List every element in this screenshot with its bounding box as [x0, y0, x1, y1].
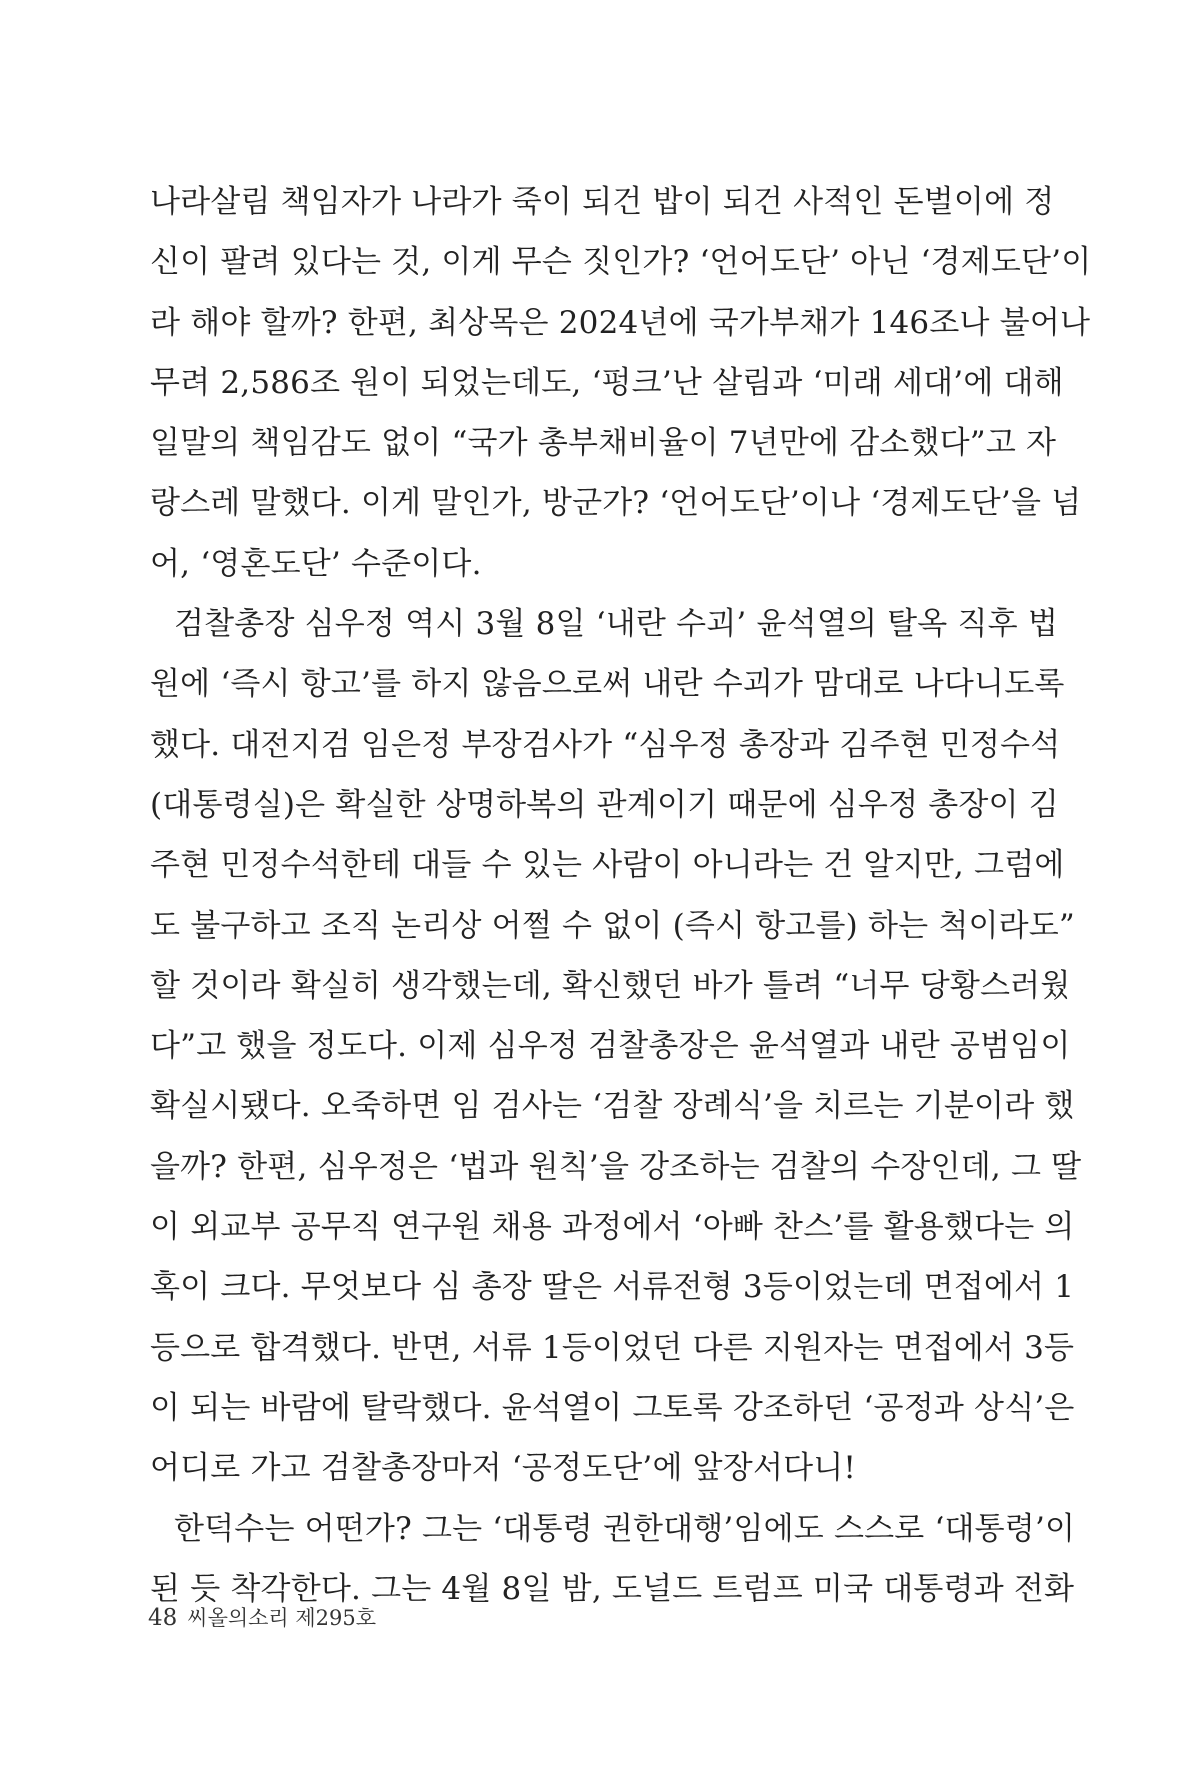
text-line: 도 불구하고 조직 논리상 어쩔 수 없이 (즉시 항고를) 하는 척이라도”: [150, 907, 1075, 944]
text-line: 을까? 한편, 심우정은 ‘법과 원칙’을 강조하는 검찰의 수장인데, 그 딸: [150, 1148, 1082, 1185]
body-text: [150, 172, 1092, 1619]
page-number: 48: [148, 1605, 178, 1631]
text-line: 랑스레 말했다. 이게 말인가, 방군가? ‘언어도단’이나 ‘경제도단’을 넘: [150, 485, 1082, 522]
text-line: 나라살림 책임자가 나라가 죽이 되건 밥이 되건 사적인 돈벌이에 정: [150, 184, 1055, 220]
text-line: 신이 팔려 있다는 것, 이게 무슨 짓인가? ‘언어도단’ 아닌 ‘경제도단’이: [150, 244, 1092, 281]
text-line: 어디로 가고 검찰총장마저 ‘공정도단’에 앞장서다니!: [150, 1450, 857, 1487]
text-line: 원에 ‘즉시 항고’를 하지 않음으로써 내란 수괴가 맘대로 나다니도록: [150, 666, 1065, 703]
text-line: 검찰총장 심우정 역시 3월 8일 ‘내란 수괴’ 윤석열의 탈옥 직후 법: [174, 606, 1058, 643]
text-line: 주현 민정수석한테 대들 수 있는 사람이 아니라는 건 알지만, 그럼에: [150, 847, 1065, 884]
text-line: 혹이 크다. 무엇보다 심 총장 딸은 서류전형 3등이었는데 면접에서 1: [150, 1269, 1075, 1306]
text-line: 어, ‘영혼도단’ 수준이다.: [150, 545, 482, 582]
text-line: 등으로 합격했다. 반면, 서류 1등이었던 다른 지원자는 면접에서 3등: [150, 1329, 1075, 1366]
text-line: 라 해야 할까? 한편, 최상목은 2024년에 국가부채가 146조나 불어나: [150, 304, 1091, 341]
page-footer: [148, 1602, 376, 1632]
text-line: 확실시됐다. 오죽하면 임 검사는 ‘검찰 장례식’을 치르는 기분이라 했: [150, 1088, 1075, 1125]
text-line: 이 외교부 공무직 연구원 채용 과정에서 ‘아빠 찬스’를 활용했다는 의: [150, 1209, 1075, 1246]
text-line: 했다. 대전지검 임은정 부장검사가 “심우정 총장과 김주현 민정수석: [150, 726, 1061, 763]
text-line: 무려 2,586조 원이 되었는데도, ‘펑크’난 살림과 ‘미래 세대’에 대해: [150, 364, 1064, 401]
text-line: 된 듯 착각한다. 그는 4월 8일 밤, 도널드 트럼프 미국 대통령과 전화: [150, 1570, 1075, 1607]
text-line: 이 되는 바람에 탈락했다. 윤석열이 그토록 강조하던 ‘공정과 상식’은: [150, 1389, 1075, 1426]
publication-title: 씨올의소리 제295호: [187, 1606, 377, 1630]
text-line: 다”고 했을 정도다. 이제 심우정 검찰총장은 윤석열과 내란 공범임이: [150, 1028, 1071, 1065]
text-line: 할 것이라 확실히 생각했는데, 확신했던 바가 틀려 “너무 당황스러웠: [150, 967, 1071, 1004]
text-line: (대통령실)은 확실한 상명하복의 관계이기 때문에 심우정 총장이 김: [150, 786, 1059, 823]
text-line: 일말의 책임감도 없이 “국가 총부채비율이 7년만에 감소했다”고 자: [150, 425, 1057, 462]
text-line: 한덕수는 어떤가? 그는 ‘대통령 권한대행’임에도 스스로 ‘대통령’이: [174, 1510, 1076, 1547]
